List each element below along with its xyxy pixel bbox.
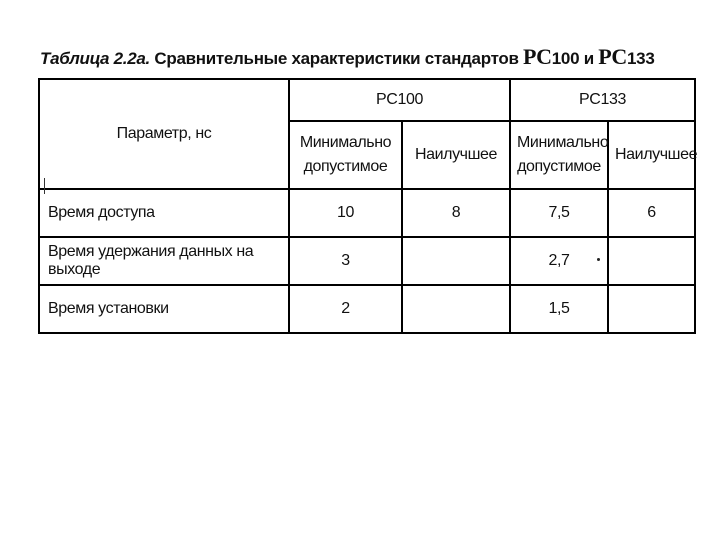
table-row bbox=[39, 189, 695, 237]
scan-dot bbox=[597, 258, 600, 261]
group-header-pc100: PC100 bbox=[289, 79, 510, 121]
cell-value: 7,5 bbox=[510, 189, 608, 237]
caption-pc100-num: 100 bbox=[551, 49, 580, 68]
cell-value bbox=[608, 285, 695, 333]
subheader-pc100-min: Минимально допустимое bbox=[289, 121, 402, 189]
caption-pc100-prefix: PC bbox=[523, 44, 552, 69]
subheader-pc133-best: Наилучшее bbox=[608, 121, 695, 189]
cell-value: 6 bbox=[608, 189, 695, 237]
cell-value bbox=[402, 285, 510, 333]
row-label: Время доступа bbox=[39, 189, 289, 237]
group-header-row bbox=[39, 79, 695, 121]
row-label: Время удержания данных на выходе bbox=[39, 237, 289, 285]
cell-value: 8 bbox=[402, 189, 510, 237]
subheader-pc100-best: Наилучшее bbox=[402, 121, 510, 189]
table-row bbox=[39, 237, 695, 285]
table-row bbox=[39, 285, 695, 333]
caption-conj: и bbox=[583, 49, 594, 68]
cell-value: 10 bbox=[289, 189, 402, 237]
caption-pc133-num: 133 bbox=[627, 49, 655, 68]
row-label: Время установки bbox=[39, 285, 289, 333]
caption-pc133-prefix: PC bbox=[598, 44, 628, 69]
cell-value: 1,5 bbox=[510, 285, 608, 333]
group-header-pc133: PC133 bbox=[510, 79, 695, 121]
cell-value bbox=[608, 237, 695, 285]
cell-value bbox=[402, 237, 510, 285]
caption-text: Сравнительные характеристики стандартов bbox=[154, 49, 519, 68]
cell-value: 2,7 bbox=[510, 237, 608, 285]
subheader-pc133-min: Минимально допустимое bbox=[510, 121, 608, 189]
scan-mark bbox=[44, 178, 45, 194]
table-caption bbox=[40, 44, 654, 70]
caption-label: Таблица 2.2а. bbox=[40, 49, 150, 68]
comparison-table bbox=[38, 78, 696, 334]
cell-value: 2 bbox=[289, 285, 402, 333]
cell-value: 3 bbox=[289, 237, 402, 285]
param-header: Параметр, нс bbox=[39, 79, 289, 189]
